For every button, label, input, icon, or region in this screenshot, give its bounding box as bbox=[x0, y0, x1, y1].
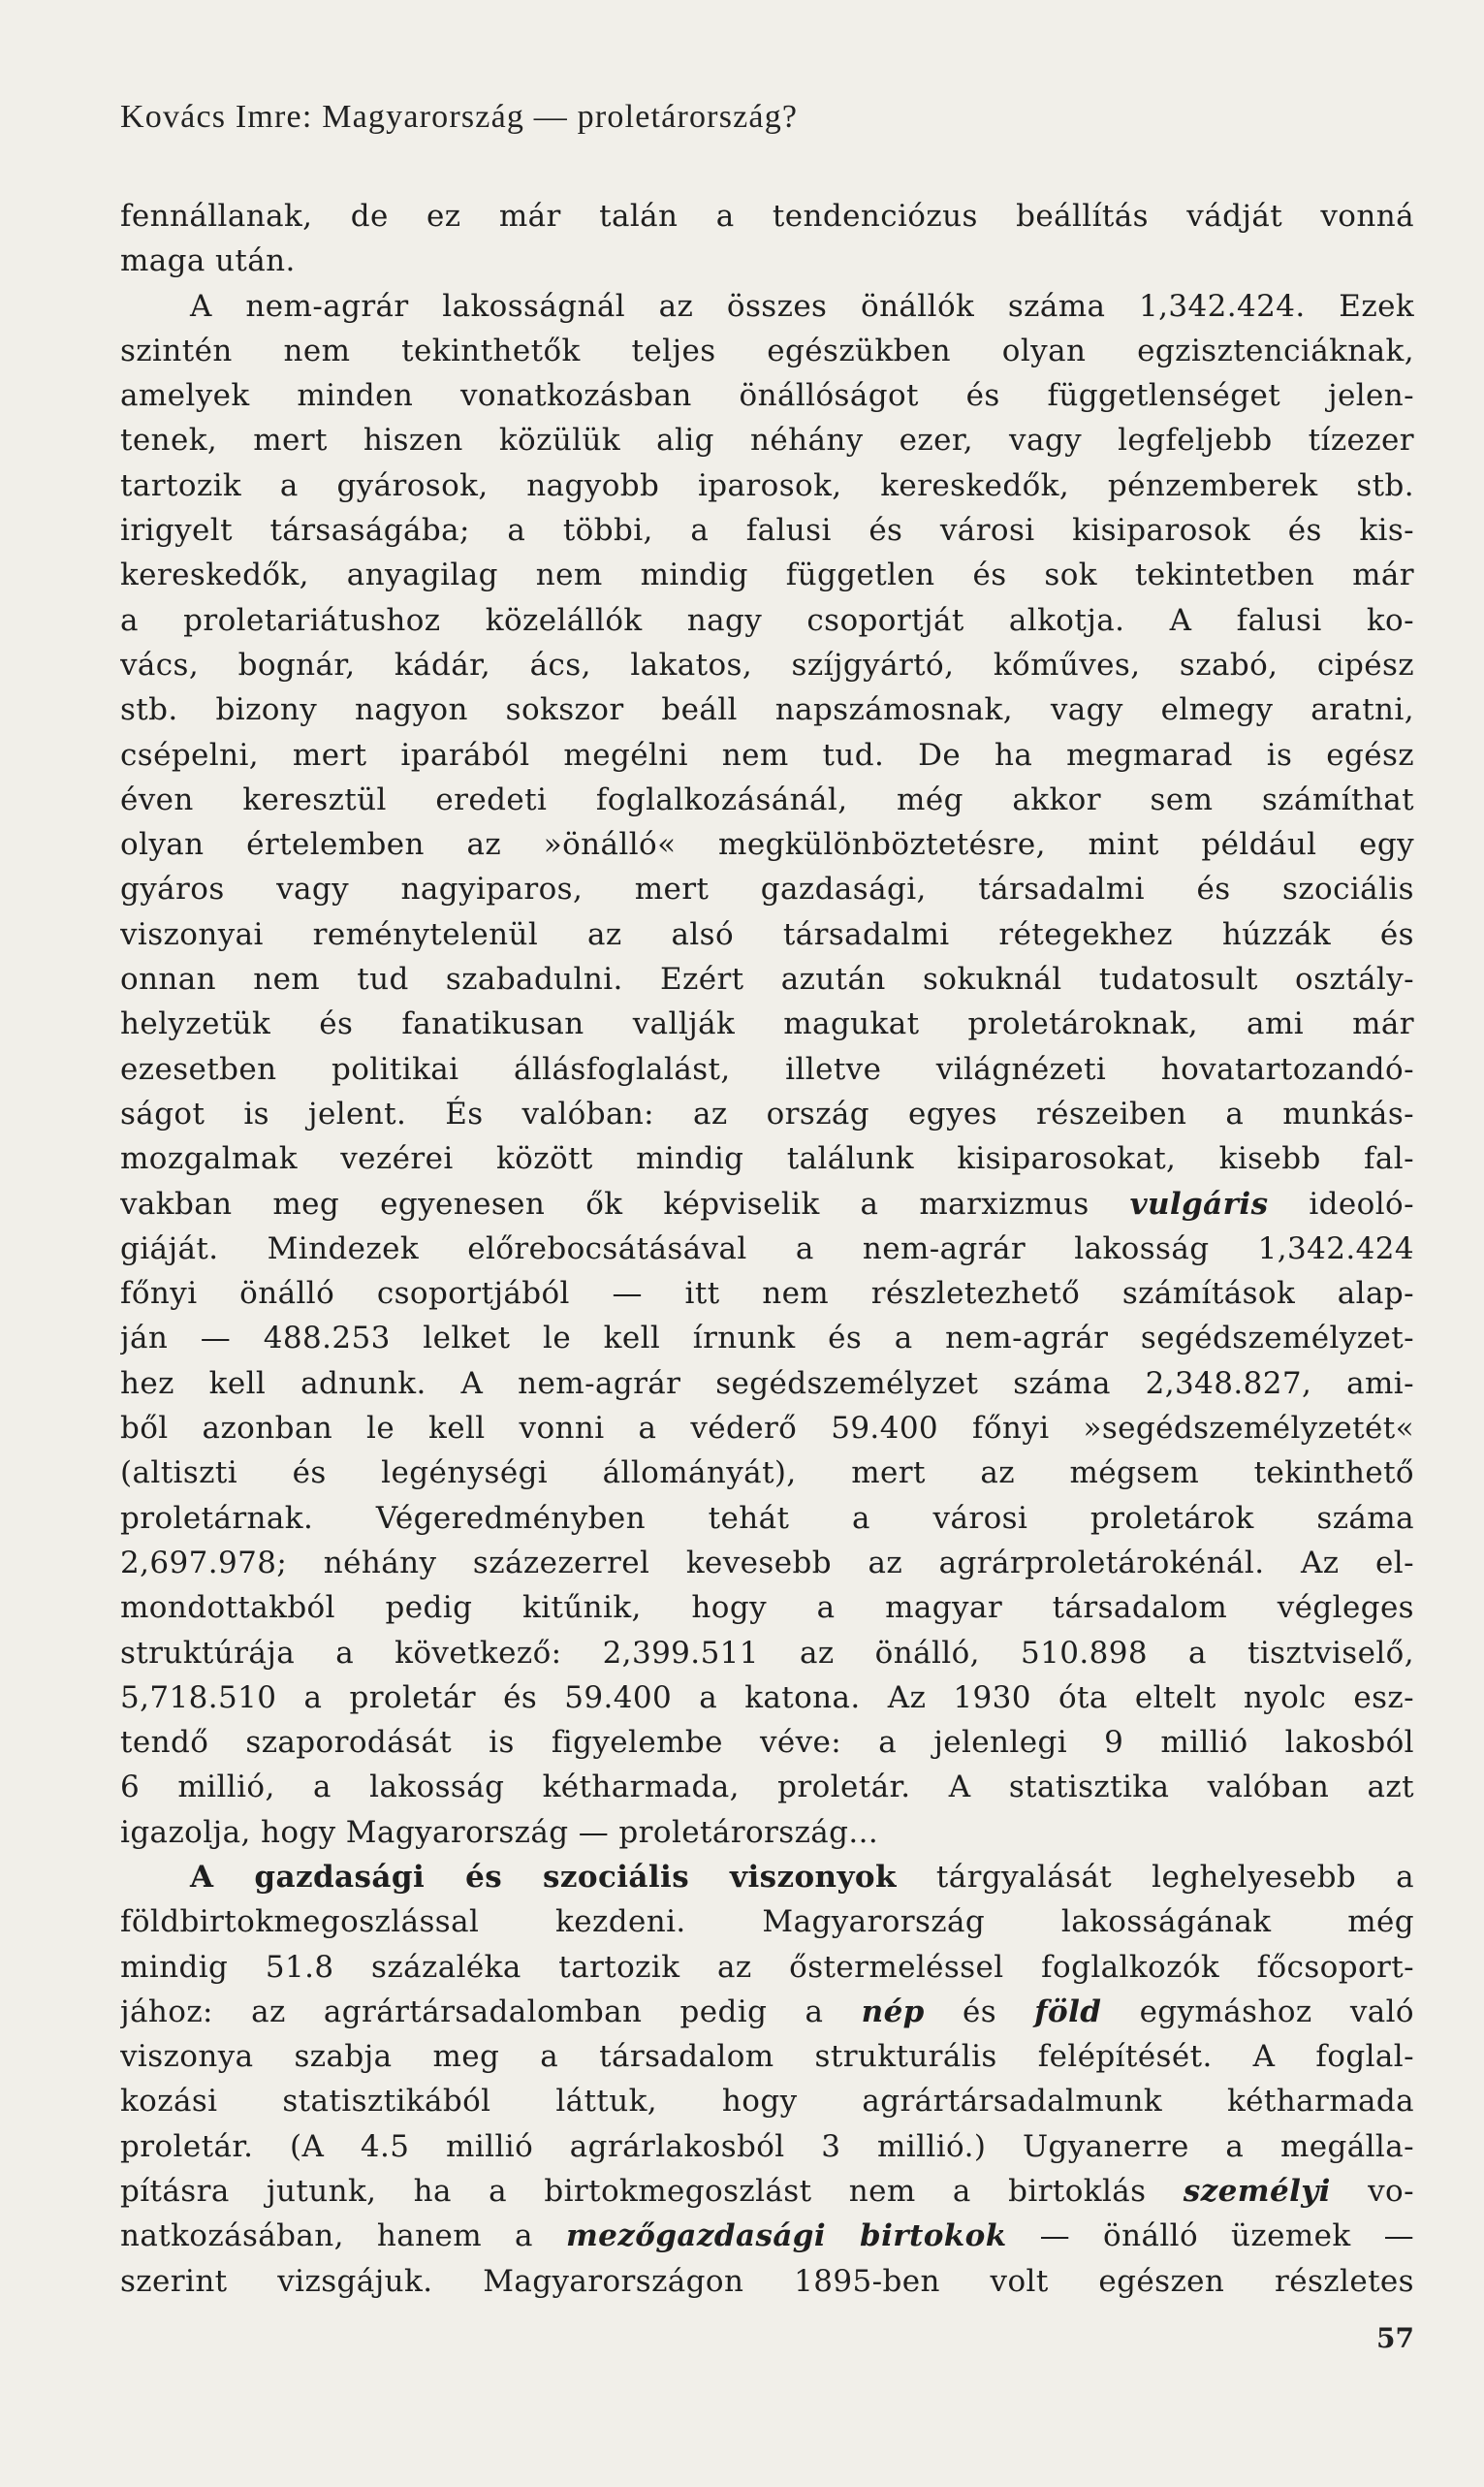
text-line: csépelni, mert iparából megélni nem tud. De ha megmarad is egész bbox=[120, 737, 1414, 773]
text-segment: vo- bbox=[1368, 2174, 1414, 2210]
running-head: Kovács Imre: Magyarország — proletárország? bbox=[120, 99, 799, 135]
text-line bbox=[120, 1182, 1414, 1227]
section-heading-inline: A gazdasági és szociális viszonyok bbox=[190, 1859, 897, 1895]
emphasis-mezogazdasagi-birtokok: mezőgazdasági birtokok bbox=[565, 2218, 1007, 2254]
text-line: helyzetük és fanatikusan vallják magukat proletároknak, ami már bbox=[120, 1006, 1414, 1042]
text-line bbox=[120, 2169, 1414, 2214]
text-line: fennállanak, de ez már talán a tendenciózus beállítás vádját vonná bbox=[120, 199, 1414, 234]
emphasis-nep: nép bbox=[861, 1993, 925, 2029]
text-line: kereskedők, anyagilag nem mindig független és sok tekintetben már bbox=[120, 558, 1414, 593]
text-line bbox=[120, 1855, 1414, 1899]
text-segment: pításra jutunk, ha a birtokmegoszlást nem a birtoklás bbox=[120, 2174, 1147, 2210]
emphasis-vulgaris: vulgáris bbox=[1129, 1186, 1269, 1222]
text-line: mozgalmak vezérei között mindig találunk kisiparosokat, kisebb fal- bbox=[120, 1141, 1414, 1177]
text-line: ján — 488.253 lelket le kell írnunk és a nem-agrár segédszemélyzet- bbox=[120, 1321, 1414, 1356]
text-line: gyáros vagy nagyiparos, mert gazdasági, társadalmi és szociális bbox=[120, 872, 1414, 908]
text-line bbox=[120, 2214, 1414, 2258]
page-number: 57 bbox=[1376, 2322, 1414, 2354]
text-line: igazolja, hogy Magyarország — proletárország... bbox=[120, 1814, 879, 1850]
text-line: szintén nem tekinthetők teljes egészükben olyan egzisztenciáknak, bbox=[120, 333, 1414, 368]
text-line: A nem-agrár lakosságnál az összes önállók száma 1,342.424. Ezek bbox=[190, 288, 1414, 324]
text-line: tenek, mert hiszen közülük alig néhány ezer, vagy legfeljebb tízezer bbox=[120, 423, 1414, 459]
text-segment: jához: az agrártársadalomban pedig a bbox=[120, 1993, 824, 2029]
text-line: ságot is jelent. És valóban: az ország egyes részeiben a munkás- bbox=[120, 1096, 1414, 1132]
text-segment: vakban meg egyenesen ők képviselik a marxizmus bbox=[120, 1186, 1089, 1222]
text-segment: ideoló- bbox=[1309, 1186, 1414, 1222]
text-line: a proletariátushoz közelállók nagy csoportját alkotja. A falusi ko- bbox=[120, 602, 1414, 638]
body-text bbox=[120, 194, 1414, 2304]
text-line: amelyek minden vonatkozásban önállóságot és függetlenséget jelen- bbox=[120, 378, 1414, 414]
text-line: (altiszti és legénységi állományát), mert az mégsem tekinthető bbox=[120, 1455, 1414, 1491]
text-line: főnyi önálló csoportjából — itt nem részletezhető számítások alap- bbox=[120, 1276, 1414, 1312]
text-line: viszonya szabja meg a társadalom strukturális felépítését. A foglal- bbox=[120, 2039, 1414, 2075]
text-line: szerint vizsgájuk. Magyarországon 1895-ben volt egészen részletes bbox=[120, 2263, 1414, 2299]
text-line: struktúrája a következő: 2,399.511 az önálló, 510.898 a tisztviselő, bbox=[120, 1635, 1414, 1671]
text-segment: natkozásában, hanem a bbox=[120, 2218, 533, 2254]
text-line: mindig 51.8 százaléka tartozik az őstermeléssel foglalkozók főcsoport- bbox=[120, 1949, 1414, 1985]
text-line: vács, bognár, kádár, ács, lakatos, szíjgyártó, kőműves, szabó, cipész bbox=[120, 647, 1414, 683]
text-line: kozási statisztikából láttuk, hogy agrártársadalmunk kétharmada bbox=[120, 2084, 1414, 2120]
text-line: 2,697.978; néhány százezerrel kevesebb az agrárproletárokénál. Az el- bbox=[120, 1545, 1414, 1580]
text-line: irigyelt társaságába; a többi, a falusi és városi kisiparosok és kis- bbox=[120, 513, 1414, 549]
text-line: stb. bizony nagyon sokszor beáll napszámosnak, vagy elmegy aratni, bbox=[120, 692, 1414, 728]
text-line: onnan nem tud szabadulni. Ezért azután sokuknál tudatosult osztály- bbox=[120, 962, 1414, 998]
text-line: viszonyai reménytelenül az alsó társadalmi rétegekhez húzzák és bbox=[120, 916, 1414, 952]
emphasis-fold: föld bbox=[1034, 1993, 1102, 2029]
text-line: ből azonban le kell vonni a véderő 59.400 főnyi »segédszemélyzetét« bbox=[120, 1411, 1414, 1447]
text-line: földbirtokmegoszlással kezdeni. Magyarország lakosságának még bbox=[120, 1904, 1414, 1940]
text-line: tendő szaporodását is figyelembe véve: a jelenlegi 9 millió lakosból bbox=[120, 1725, 1414, 1761]
text-line: hez kell adnunk. A nem-agrár segédszemélyzet száma 2,348.827, ami- bbox=[120, 1365, 1414, 1401]
text-line: 5,718.510 a proletár és 59.400 a katona. Az 1930 óta eltelt nyolc esz- bbox=[120, 1679, 1414, 1715]
text-line: proletárnak. Végeredményben tehát a városi proletárok száma bbox=[120, 1500, 1414, 1536]
text-line: olyan értelemben az »önálló« megkülönböztetésre, mint például egy bbox=[120, 827, 1414, 863]
text-line: 6 millió, a lakosság kétharmada, proletár. A statisztika valóban azt bbox=[120, 1770, 1414, 1805]
text-line: mondottakból pedig kitűnik, hogy a magyar társadalom végleges bbox=[120, 1590, 1414, 1626]
text-line: giáját. Mindezek előrebocsátásával a nem-agrár lakosság 1,342.424 bbox=[120, 1230, 1414, 1266]
text-segment: egymáshoz való bbox=[1139, 1993, 1414, 2029]
text-line bbox=[120, 1990, 1414, 2034]
text-segment: — önálló üzemek — bbox=[1039, 2218, 1414, 2254]
text-line: maga után. bbox=[120, 243, 296, 279]
text-line: tartozik a gyárosok, nagyobb iparosok, kereskedők, pénzemberek stb. bbox=[120, 467, 1414, 503]
text-segment: és bbox=[962, 1993, 997, 2029]
text-line: ezesetben politikai állásfoglalást, illetve világnézeti hovatartozandó- bbox=[120, 1051, 1414, 1087]
text-line: proletár. (A 4.5 millió agrárlakosból 3 millió.) Ugyanerre a megálla- bbox=[120, 2128, 1414, 2164]
emphasis-szemelyi: személyi bbox=[1183, 2174, 1331, 2210]
text-segment: tárgyalását leghelyesebb a bbox=[935, 1859, 1414, 1895]
text-line: éven keresztül eredeti foglalkozásánál, még akkor sem számíthat bbox=[120, 781, 1414, 817]
